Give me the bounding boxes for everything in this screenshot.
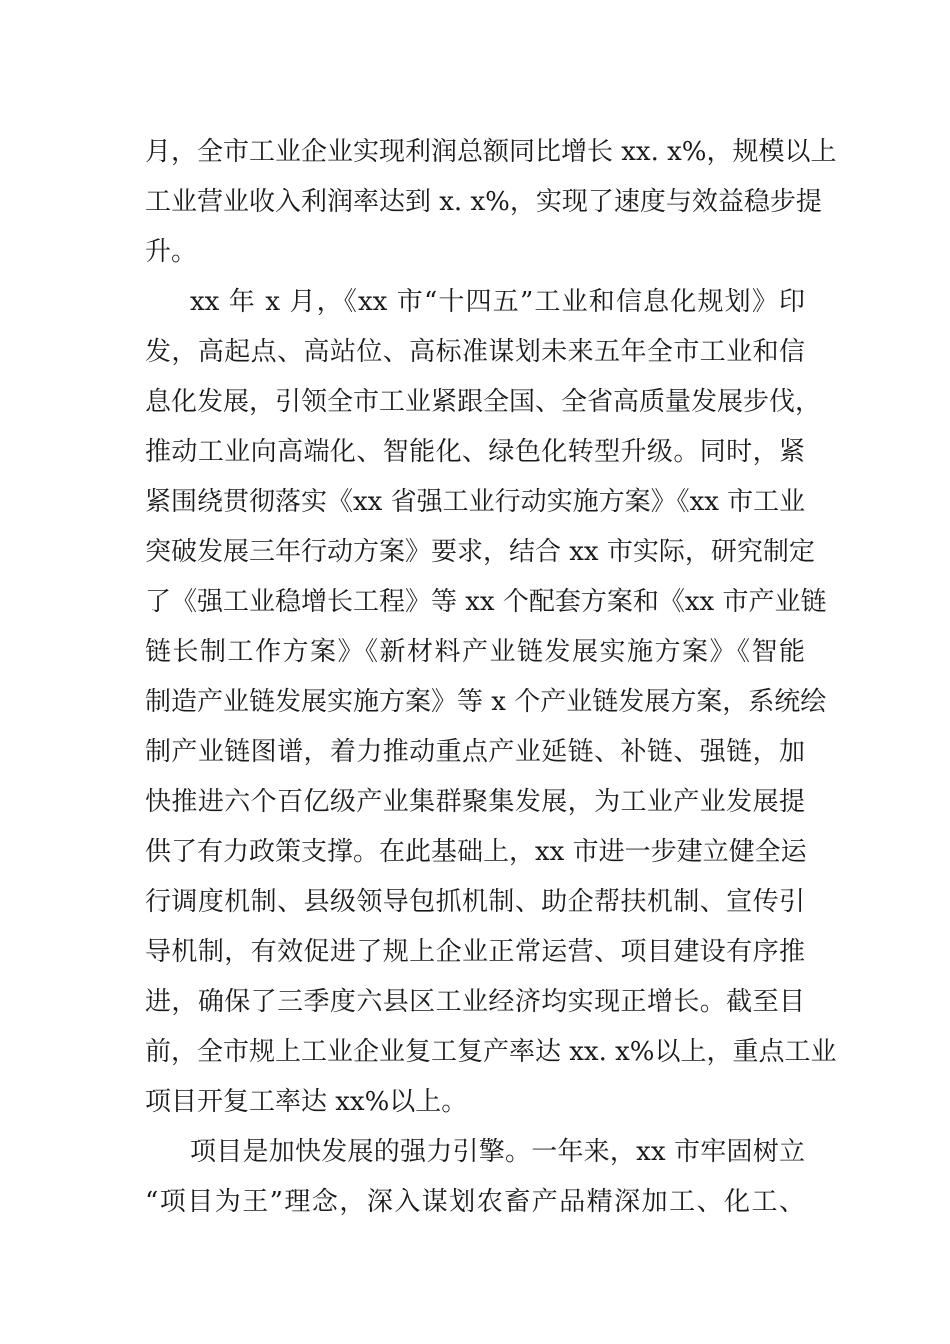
text-line: 链长制工作方案》《新材料产业链发展实施方案》《智能 [145, 637, 805, 667]
text-line: 息化发展，引领全市工业紧跟全国、全省高质量发展步伐， [145, 387, 822, 417]
text-line: 进，确保了三季度六县区工业经济均实现正增长。截至目 [145, 987, 805, 1017]
paragraph-3 [145, 1127, 805, 1227]
text-line: 制造产业链发展实施方案》等 x 个产业链发展方案，系统绘 [145, 687, 827, 717]
text-line: 供了有力政策支撑。在此基础上，xx 市进一步建立健全运 [145, 837, 807, 867]
text-line: 紧围绕贯彻落实《xx 省强工业行动实施方案》《xx 市工业 [145, 487, 806, 517]
text-line: 项目是加快发展的强力引擎。一年来，xx 市牢固树立 [190, 1137, 805, 1167]
document-body [145, 127, 837, 1227]
text-line: 升。 [145, 237, 198, 267]
text-line: 发，高起点、高站位、高标准谋划未来五年全市工业和信 [145, 337, 805, 367]
text-line: 快推进六个百亿级产业集群聚集发展，为工业产业发展提 [145, 787, 805, 817]
text-line: 推动工业向高端化、智能化、绿色化转型升级。同时，紧 [145, 437, 805, 467]
text-line: 前，全市规上工业企业复工复产率达 xx. x%以上，重点工业 [145, 1037, 837, 1067]
text-line: 月，全市工业企业实现利润总额同比增长 xx. x%，规模以上 [145, 137, 837, 167]
text-line: 工业营业收入利润率达到 x. x%，实现了速度与效益稳步提 [145, 187, 822, 217]
text-line: 突破发展三年行动方案》要求，结合 xx 市实际，研究制定 [145, 537, 815, 567]
paragraph-2 [145, 277, 837, 1127]
text-line: 了《强工业稳增长工程》等 xx 个配套方案和《xx 市产业链 [145, 587, 827, 617]
text-line: 导机制，有效促进了规上企业正常运营、项目建设有序推 [145, 937, 805, 967]
text-line: 制产业链图谱，着力推动重点产业延链、补链、强链，加 [145, 737, 805, 767]
text-line: xx 年 x 月，《xx 市“十四五”工业和信息化规划》印 [190, 287, 805, 317]
text-line: “项目为王”理念，深入谋划农畜产品精深加工、化工、 [145, 1187, 805, 1217]
paragraph-1 [145, 127, 837, 277]
text-line: 行调度机制、县级领导包抓机制、助企帮扶机制、宣传引 [145, 887, 805, 917]
text-line: 项目开复工率达 xx%以上。 [145, 1087, 468, 1117]
